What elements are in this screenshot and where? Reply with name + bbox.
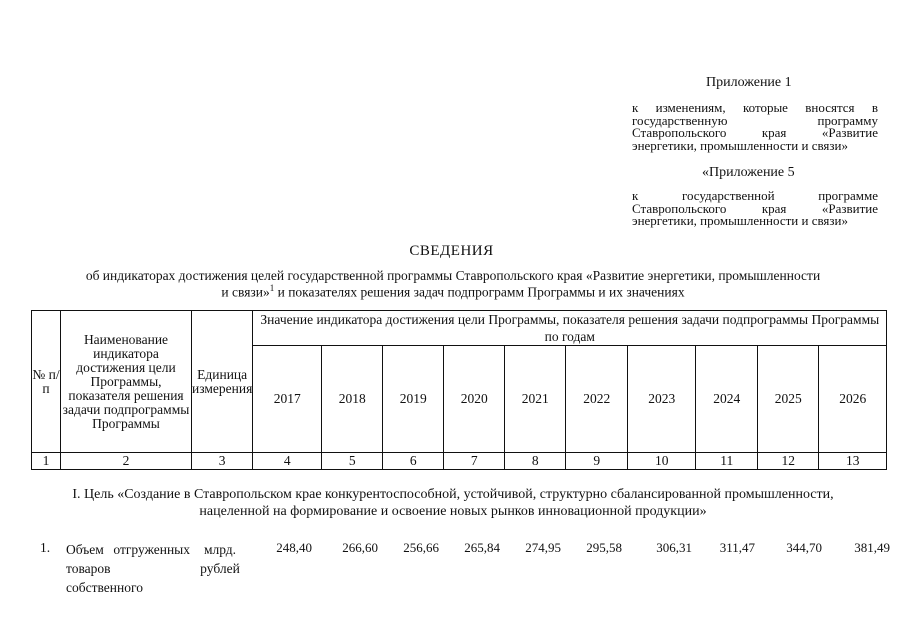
annex5-text: к государственной программе Ставропольского края «Развитие энергетики, промышленности и связи» xyxy=(632,188,878,228)
column-index: 13 xyxy=(819,453,887,470)
column-index: 4 xyxy=(253,453,322,470)
header-year: 2021 xyxy=(505,346,566,453)
annex-text: к изменениям, которые вносятся в государственную программу Ставропольского края «Развитие энергетики, промышленности и связи» xyxy=(632,100,878,153)
row-value: 295,58 xyxy=(586,540,622,555)
row-unit: млрд. рублей xyxy=(200,542,240,576)
header-year: 2020 xyxy=(444,346,505,453)
header-year: 2019 xyxy=(383,346,444,453)
subtitle-line-1: об индикаторах достижения целей государственной программы Ставропольского края «Развитие энергетики, промышленности xyxy=(85,268,821,283)
column-index: 8 xyxy=(505,453,566,470)
row-value: 274,95 xyxy=(525,540,561,555)
header-indicator-name: Наименование индикатора достижения цели Программы, показателя решения задачи подпрограммы Программы xyxy=(61,311,192,453)
column-index: 6 xyxy=(383,453,444,470)
header-year: 2017 xyxy=(253,346,322,453)
footnote-mark: 1 xyxy=(269,283,275,293)
column-index: 3 xyxy=(192,453,253,470)
header-year: 2026 xyxy=(819,346,887,453)
column-index: 9 xyxy=(566,453,628,470)
row-value: 266,60 xyxy=(342,540,378,555)
annex5-title: «Приложение 5 xyxy=(702,165,795,180)
row-value: 248,40 xyxy=(276,540,312,555)
header-year: 2018 xyxy=(322,346,383,453)
header-year: 2024 xyxy=(696,346,758,453)
section-line-1: I. Цель «Создание в Ставропольском крае конкурентоспособной, устойчивой, структурно сбалансированной промышленности, xyxy=(72,487,834,502)
row-value: 306,31 xyxy=(656,540,692,555)
header-values-by-year: Значение индикатора достижения цели Программы, показателя решения задачи подпрограммы Программы по годам xyxy=(253,311,887,346)
section-heading xyxy=(30,486,876,520)
column-index: 1 xyxy=(32,453,61,470)
document-subtitle xyxy=(30,269,876,299)
column-index: 2 xyxy=(61,453,192,470)
header-number: № п/п xyxy=(32,311,61,453)
column-index: 11 xyxy=(696,453,758,470)
annex-title: Приложение 1 xyxy=(706,75,792,90)
column-index: 10 xyxy=(628,453,696,470)
document-title: СВЕДЕНИЯ xyxy=(409,243,494,259)
row-value: 265,84 xyxy=(464,540,500,555)
row-value: 256,66 xyxy=(403,540,439,555)
column-index: 12 xyxy=(758,453,819,470)
row-value: 381,49 xyxy=(854,540,890,555)
row-value: 344,70 xyxy=(786,540,822,555)
subtitle-line-2a: и связи» xyxy=(221,284,270,300)
header-year: 2025 xyxy=(758,346,819,453)
header-year: 2023 xyxy=(628,346,696,453)
header-unit: Единица измерения xyxy=(192,311,253,453)
section-line-2: нацеленной на формирование и освоение новых рынков инновационной продукции» xyxy=(199,504,707,519)
row-indicator-name: Объем отгруженных товаров собственного xyxy=(66,542,190,595)
subtitle-line-2b: и показателях решения задач подпрограмм Программы и их значениях xyxy=(274,284,685,300)
row-number: 1. xyxy=(40,540,51,555)
header-year: 2022 xyxy=(566,346,628,453)
column-index: 5 xyxy=(322,453,383,470)
indicators-table xyxy=(31,310,887,470)
row-value: 311,47 xyxy=(719,540,755,555)
column-index: 7 xyxy=(444,453,505,470)
